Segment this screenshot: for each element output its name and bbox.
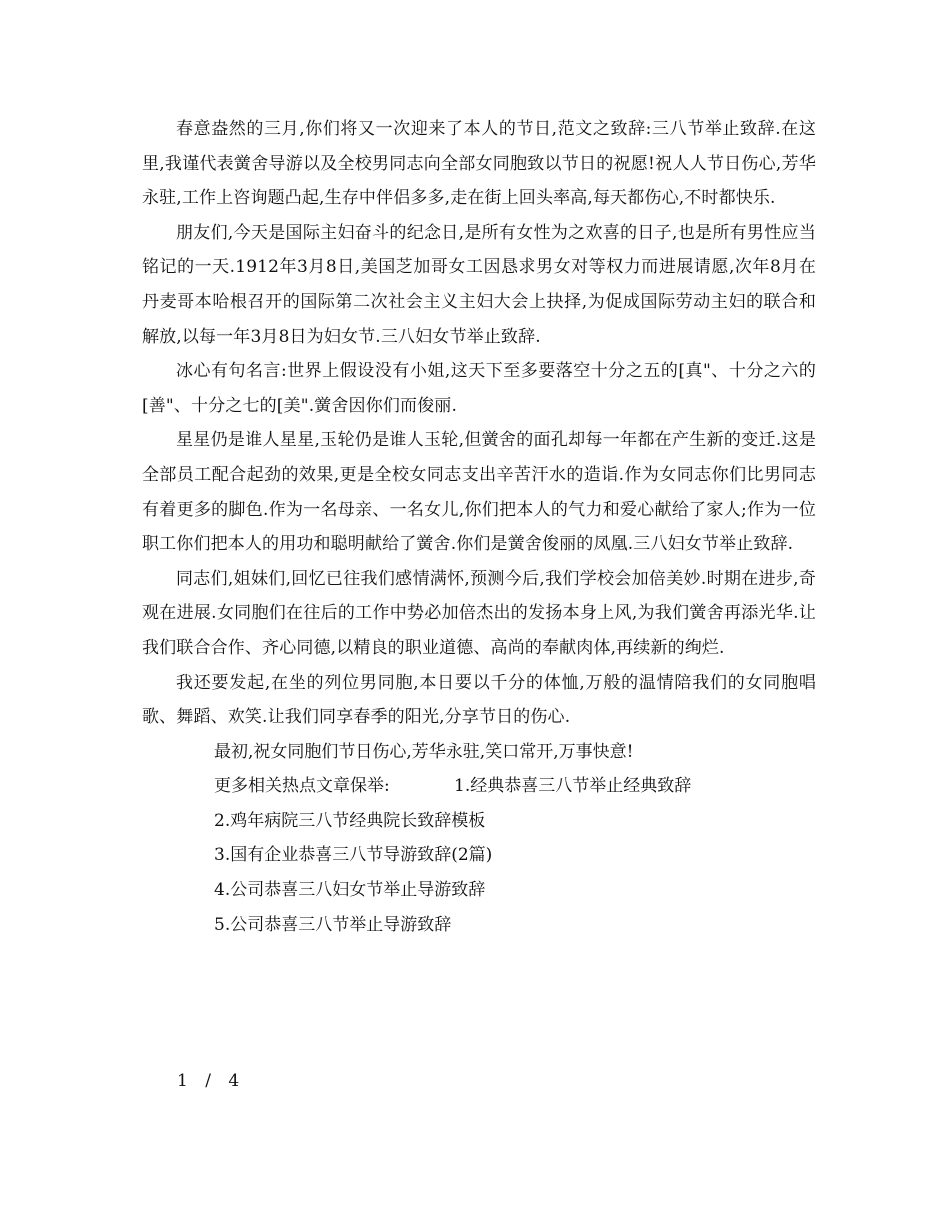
- paragraph-proposal: 我还要发起,在坐的列位男同胞,本日要以千分的体恤,万般的温情陪我们的女同胞唱歌、舞蹈、欢笑.让我们同享春季的阳光,分享节日的伤心.: [142, 672, 816, 728]
- paragraph-closing: 最初,祝女同胞们节日伤心,芳华永驻,笑口常开,万事快意!: [214, 741, 634, 762]
- related-article-link-2[interactable]: 2.鸡年病院三八节经典院长致辞模板: [214, 810, 486, 831]
- related-article-link-4[interactable]: 4.公司恭喜三八妇女节举止导游致辞: [214, 880, 486, 901]
- paragraph-quote: 冰心有句名言:世界上假设没有小姐,这天下至多要落空十分之五的[真"、十分之六的[善"、十分之七的[美".黉舍因你们而俊丽.: [142, 361, 816, 416]
- related-article-link-5[interactable]: 5.公司恭喜三八节举止导游致辞: [214, 914, 452, 935]
- paragraph-change: 星星仍是谁人星星,玉轮仍是谁人玉轮,但黉舍的面孔却每一年都在产生新的变迁.这是全部员工配合起劲的效果,更是全校女同志支出辛苦汗水的造诣.作为女同志你们比男同志有着更多的脚色.作为一名母亲、一名女儿,你们把本人的气力和爱心献给了家人;作为一位职工你们把本人的用功和聪明献给了黉舍.你们是黉舍俊丽的凤凰.三八妇女节举止致辞.: [142, 430, 816, 555]
- related-article-link-1[interactable]: 1.经典恭喜三八节举止经典致辞: [454, 776, 692, 797]
- related-articles-label: 更多相关热点文章保举:: [214, 776, 390, 797]
- paragraph-greeting: 春意盎然的三月,你们将又一次迎来了本人的节日,范文之致辞:三八节举止致辞.在这里,我谨代表黉舍导游以及全校男同志向全部女同胞致以节日的祝愿!祝人人节日伤心,芳华永驻,工作上咨询题凸起,生存中伴侣多多,走在街上回头率高,每天都伤心,不时都快乐.: [142, 119, 816, 209]
- paragraph-future: 同志们,姐妹们,回忆已往我们感情满怀,预测今后,我们学校会加倍美妙.时期在进步,奇观在进展.女同胞们在往后的工作中势必加倍杰出的发扬本身上风,为我们黉舍再添光华.让我们联合合作、齐心同德,以精良的职业道德、高尚的奉献肉体,再续新的绚烂.: [142, 568, 816, 658]
- related-article-link-3[interactable]: 3.国有企业恭喜三八节导游致辞(2篇): [214, 845, 493, 866]
- paragraph-history: 朋友们,今天是国际主妇奋斗的纪念日,是所有女性为之欢喜的日子,也是所有男性应当铭记的一天.1912年3月8日,美国芝加哥女工因恳求男女对等权力而进展请愿,次年8月在丹麦哥本哈根召开的国际第二次社会主义主妇大会上抉择,为促成国际劳动主妇的联合和解放,以每一年3月8日为妇女节.三八妇女节举止致辞.: [142, 222, 816, 347]
- document-body: [142, 112, 816, 942]
- page-number: 1 / 4: [177, 1071, 246, 1091]
- related-articles: [142, 769, 816, 804]
